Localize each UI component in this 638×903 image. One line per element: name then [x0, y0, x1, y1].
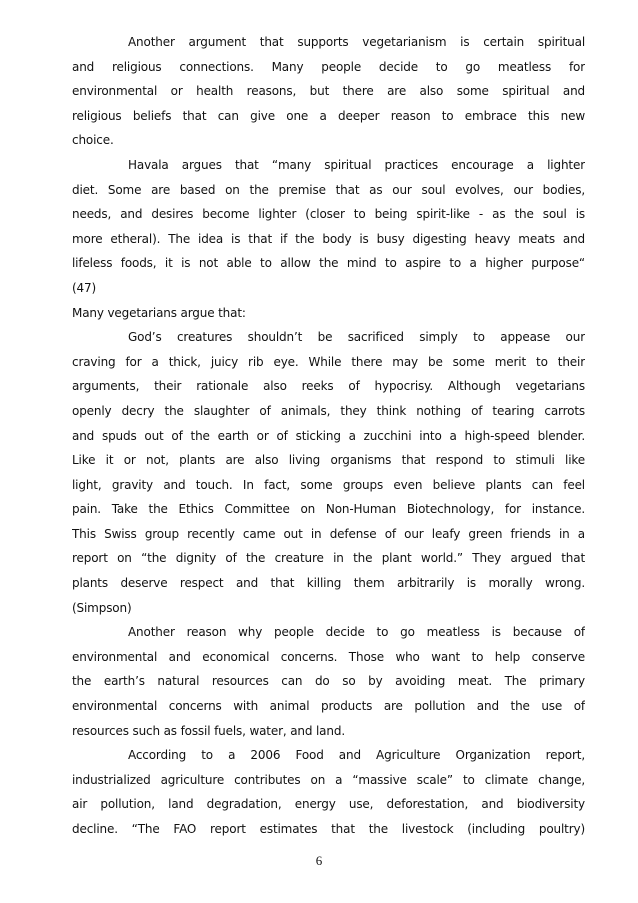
text-line: Another reason why people decide to go meatless is because of [128, 625, 585, 640]
text-line: plants deserve respect and that killing them arbitrarily is morally wrong. [72, 576, 585, 591]
text-line: report on “the dignity of the creature in the plant world.” They argued that [72, 551, 585, 566]
text-line: more etheral). The idea is that if the body is busy digesting heavy meats and [72, 231, 585, 246]
text-line: This Swiss group recently came out in defense of our leafy green friends in a [72, 526, 585, 541]
text-line: Havala argues that “many spiritual practices encourage a lighter [128, 157, 585, 172]
text-line: pain. Take the Ethics Committee on Non-Human Biotechnology, for instance. [72, 502, 585, 517]
text-line: (47) [72, 280, 97, 295]
text-line: craving for a thick, juicy rib eye. While there may be some merit to their [72, 354, 585, 369]
text-line: openly decry the slaughter of animals, they think nothing of tearing carrots [72, 403, 585, 418]
text-line: and religious connections. Many people decide to go meatless for [72, 59, 585, 74]
text-line: environmental or health reasons, but there are also some spiritual and [72, 84, 585, 99]
page-number: 6 [315, 853, 323, 868]
text-line: resources such as fossil fuels, water, and land. [72, 723, 345, 738]
text-line: God’s creatures shouldn’t be sacrificed simply to appease our [128, 330, 585, 345]
text-line: environmental and economical concerns. Those who want to help conserve [72, 649, 585, 664]
text-line: Another argument that supports vegetarianism is certain spiritual [128, 35, 585, 49]
document-page-body [72, 33, 585, 845]
text-line: air pollution, land degradation, energy use, deforestation, and biodiversity [72, 797, 585, 812]
text-line: and spuds out of the earth or of sticking a zucchini into a high-speed blender. [72, 428, 585, 443]
text-line: Like it or not, plants are also living organisms that respond to stimuli like [72, 453, 585, 468]
text-line: (Simpson) [72, 600, 132, 615]
text-line: needs, and desires become lighter (closer to being spirit-like - as the soul is [72, 207, 585, 222]
text-line: industrialized agriculture contributes on a “massive scale” to climate change, [72, 772, 585, 787]
text-line: environmental concerns with animal products are pollution and the use of [72, 699, 585, 714]
text-line: arguments, their rationale also reeks of hypocrisy. Although vegetarians [72, 379, 585, 394]
text-line: According to a 2006 Food and Agriculture Organization report, [128, 748, 585, 763]
text-line: lifeless foods, it is not able to allow the mind to aspire to a higher purpose“ [72, 256, 585, 271]
text-line: Many vegetarians argue that: [72, 305, 246, 320]
text-line: decline. “The FAO report estimates that the livestock (including poultry) [72, 822, 585, 836]
text-line: choice. [72, 133, 114, 148]
text-line: the earth’s natural resources can do so by avoiding meat. The primary [72, 674, 585, 689]
text-line: diet. Some are based on the premise that as our soul evolves, our bodies, [72, 182, 585, 197]
text-line: religious beliefs that can give one a deeper reason to embrace this new [72, 108, 585, 123]
text-line: light, gravity and touch. In fact, some groups even believe plants can feel [72, 477, 585, 492]
